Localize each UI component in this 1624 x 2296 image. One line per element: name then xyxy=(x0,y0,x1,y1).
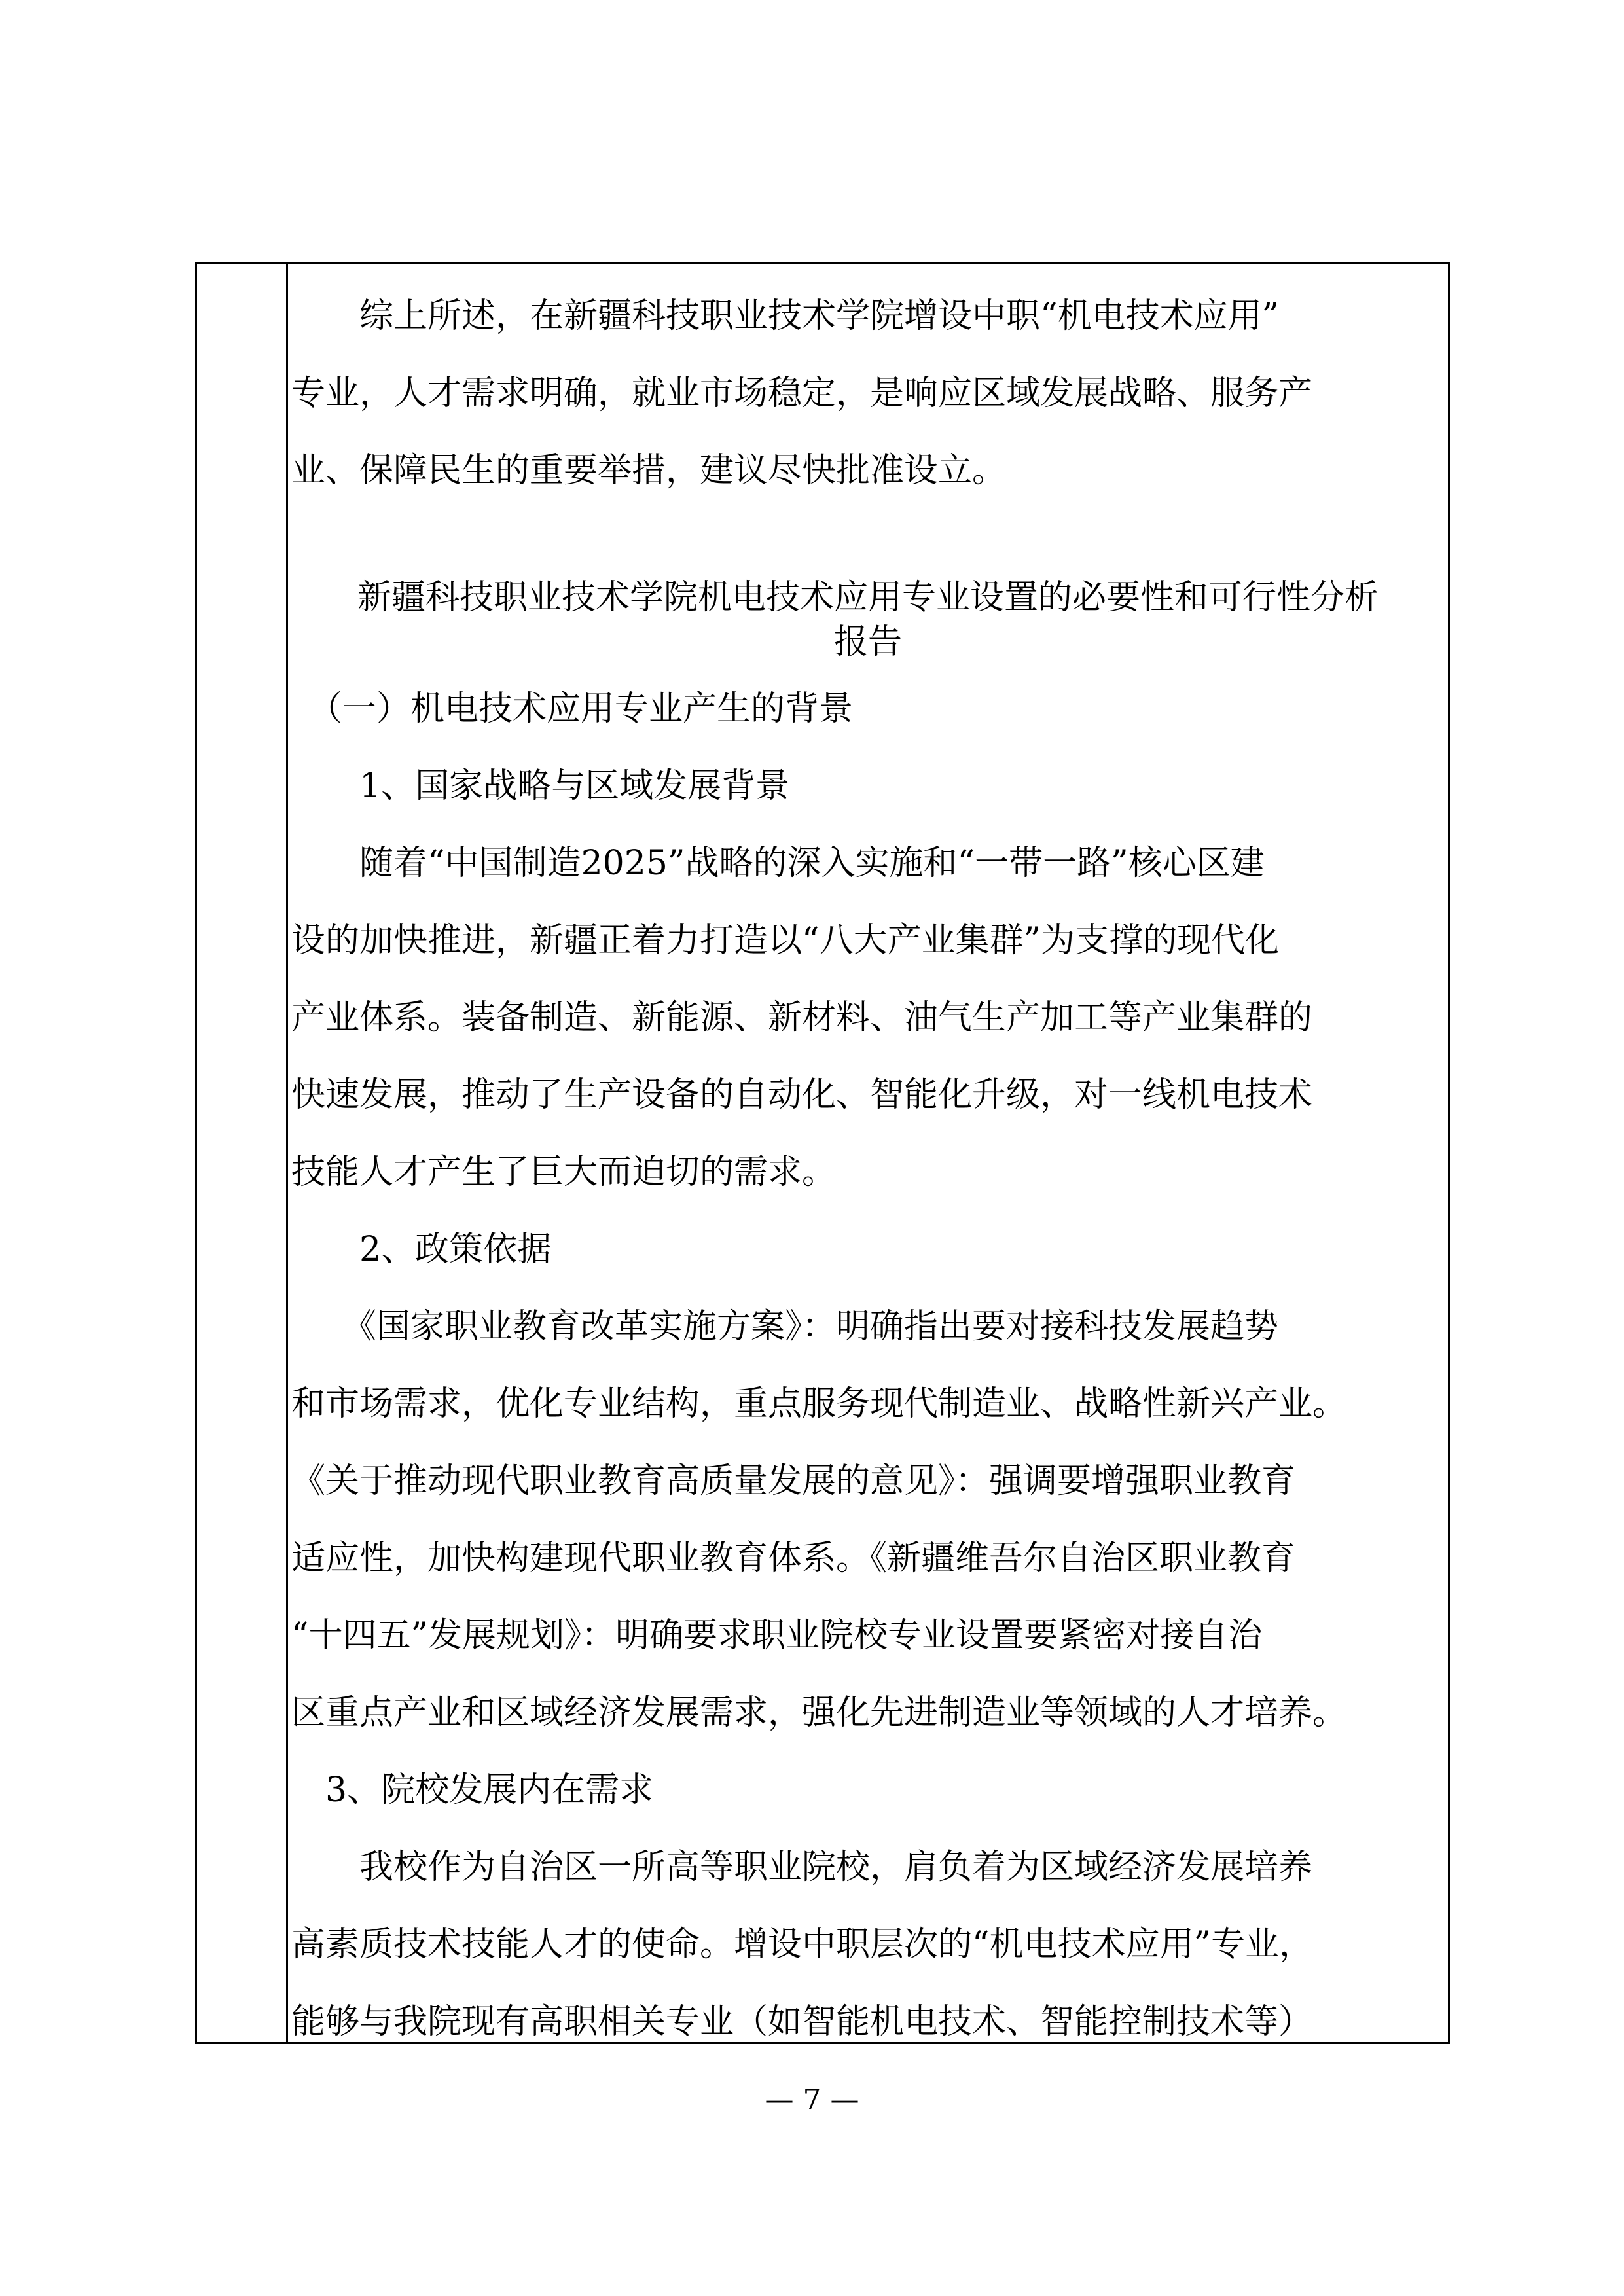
page-number: — 7 — xyxy=(765,2083,859,2117)
paragraph-line: 能够与我院现有高职相关专业（如智能机电技术、智能控制技术等） xyxy=(291,2002,1313,2041)
paragraph-line: 适应性，加快构建现代职业教育体系。《新疆维吾尔自治区职业教育 xyxy=(291,1539,1296,1578)
paragraph-line: 产业体系。装备制造、新能源、新材料、油气生产加工等产业集群的 xyxy=(291,998,1313,1037)
subsection-heading: 2、政策依据 xyxy=(291,1230,552,1269)
summary-line: 专业，人才需求明确，就业市场稳定，是响应区域发展战略、服务产 xyxy=(291,374,1313,413)
section-heading: （一）机电技术应用专业产生的背景 xyxy=(291,689,854,728)
summary-line: 综上所述，在新疆科技职业技术学院增设中职“机电技术应用” xyxy=(291,296,1280,336)
paragraph-line: 快速发展，推动了生产设备的自动化、智能化升级，对一线机电技术 xyxy=(291,1075,1313,1115)
paragraph-line: 设的加快推进，新疆正着力打造以“八大产业集群”为支撑的现代化 xyxy=(291,921,1280,960)
paragraph-line: 区重点产业和区域经济发展需求，强化先进制造业等领域的人才培养。 xyxy=(291,1693,1347,1732)
paragraph-line: 和市场需求，优化专业结构，重点服务现代制造业、战略性新兴产业。 xyxy=(291,1384,1347,1424)
report-title-line: 新疆科技职业技术学院机电技术应用专业设置的必要性和可行性分析 xyxy=(357,578,1379,617)
summary-line: 业、保障民生的重要举措，建议尽快批准设立。 xyxy=(291,451,1007,490)
report-title-line: 报告 xyxy=(833,622,902,662)
paragraph-line: “十四五”发展规划》：明确要求职业院校专业设置要紧密对接自治 xyxy=(291,1616,1263,1655)
paragraph-line: 随着“中国制造2025”战略的深入实施和“一带一路”核心区建 xyxy=(291,844,1265,883)
paragraph-line: 技能人才产生了巨大而迫切的需求。 xyxy=(291,1153,837,1192)
paragraph-line: 《国家职业教育改革实施方案》：明确指出要对接科技发展趋势 xyxy=(291,1307,1279,1346)
paragraph-line: 我校作为自治区一所高等职业院校，肩负着为区域经济发展培养 xyxy=(291,1848,1313,1887)
subsection-heading: 3、院校发展内在需求 xyxy=(291,1770,654,1810)
table-column-divider xyxy=(286,262,288,2044)
table-content-cell xyxy=(291,262,1445,2044)
paragraph-line: 高素质技术技能人才的使命。增设中职层次的“机电技术应用”专业， xyxy=(291,1925,1314,1964)
subsection-heading: 1、国家战略与区域发展背景 xyxy=(291,766,790,806)
paragraph-line: 《关于推动现代职业教育高质量发展的意见》：强调要增强职业教育 xyxy=(291,1462,1296,1501)
